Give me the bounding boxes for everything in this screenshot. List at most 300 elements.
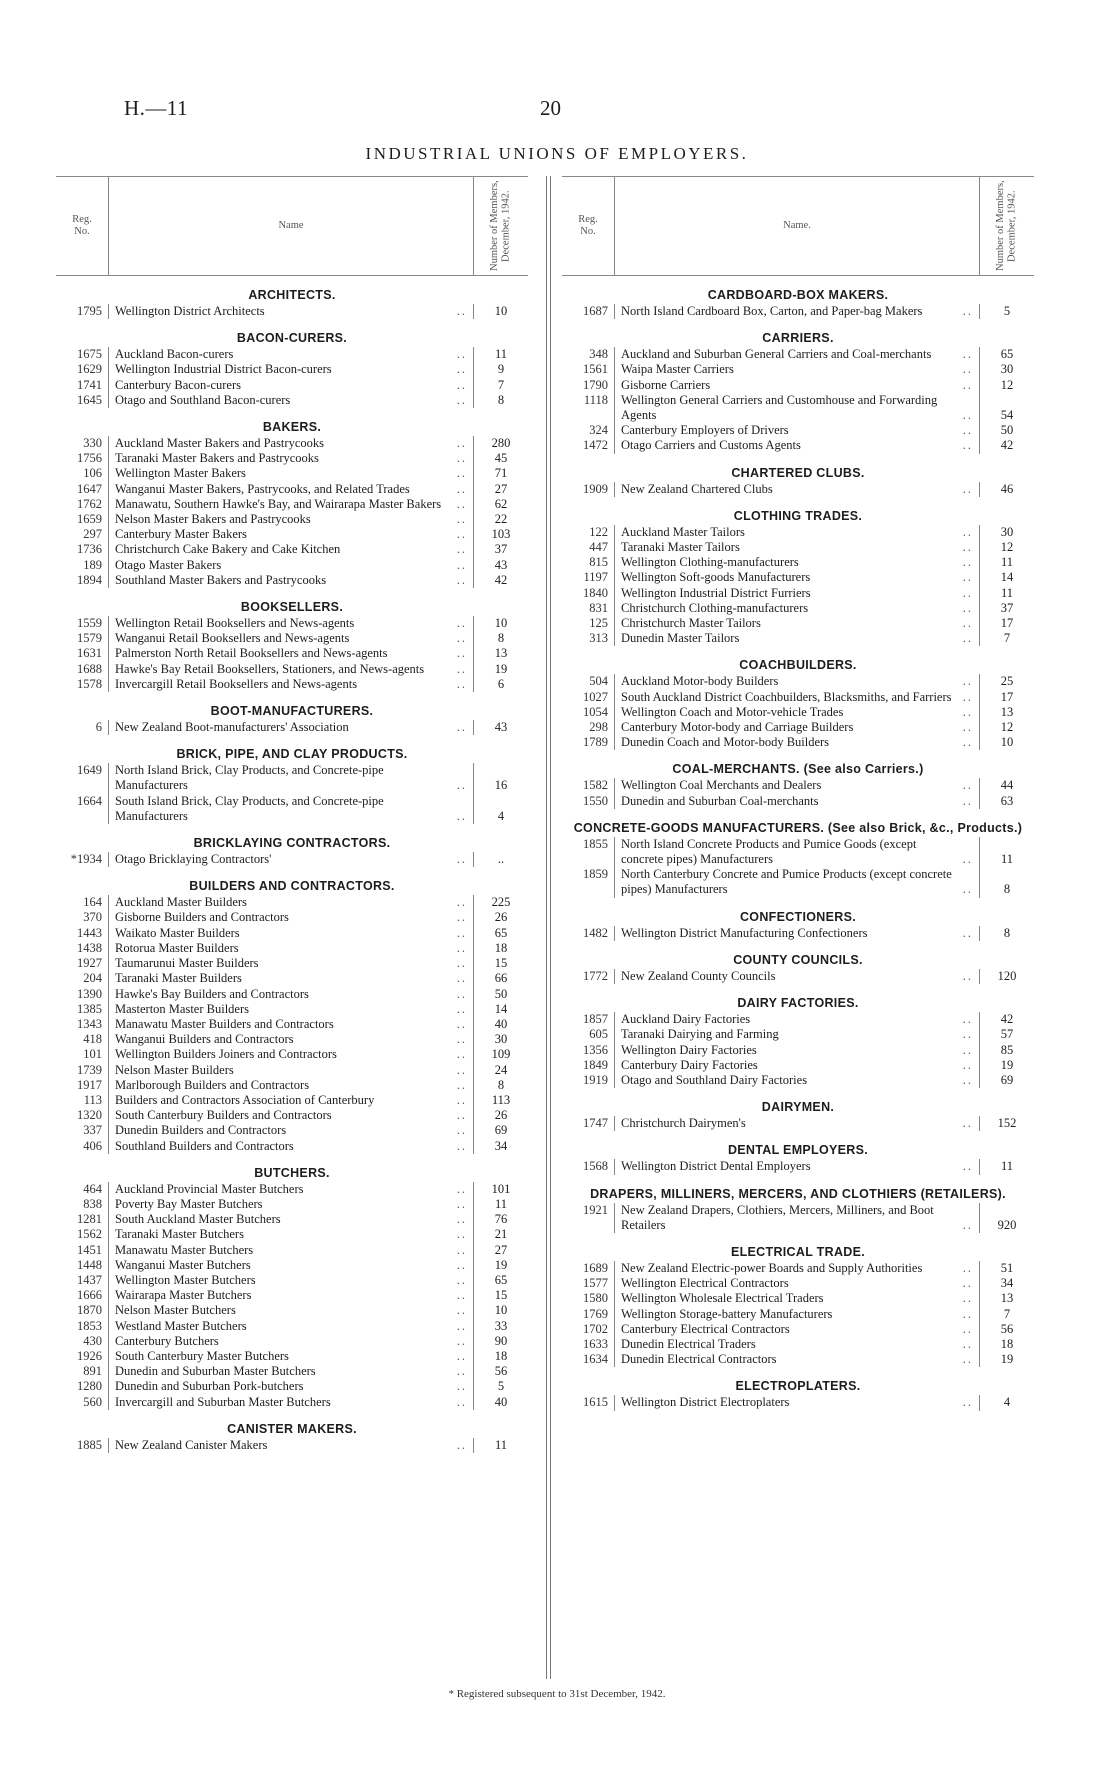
section bbox=[56, 836, 528, 867]
leader-dots: .. bbox=[456, 392, 467, 407]
table-row bbox=[56, 1243, 528, 1258]
union-name: New Zealand Drapers, Clothiers, Mercers, Milliners, and Boot Retailers bbox=[621, 1202, 934, 1232]
member-count: 11 bbox=[979, 586, 1034, 601]
table-row bbox=[562, 1261, 1034, 1276]
member-count: 11 bbox=[979, 837, 1034, 867]
member-count: 42 bbox=[979, 438, 1034, 453]
footnote: * Registered subsequent to 31st December, 1942. bbox=[448, 1688, 666, 1700]
section-title: DRAPERS, MILLINERS, MERCERS, AND CLOTHIERS (RETAILERS). bbox=[590, 1186, 1006, 1201]
member-count: 42 bbox=[473, 573, 528, 588]
table-row bbox=[56, 1212, 528, 1227]
leader-dots: .. bbox=[962, 1072, 973, 1087]
leader-dots: .. bbox=[456, 1001, 467, 1016]
leader-dots: .. bbox=[962, 793, 973, 808]
union-name-cell bbox=[108, 1047, 473, 1062]
reg-number: 1568 bbox=[583, 1159, 608, 1174]
leader-dots: .. bbox=[962, 720, 973, 735]
table-row bbox=[562, 720, 1034, 735]
table-row bbox=[562, 570, 1034, 585]
union-name: Wellington Clothing-manufacturers bbox=[621, 555, 799, 570]
union-name: Palmerston North Retail Booksellers and News-agents bbox=[115, 646, 388, 661]
reg-number: 1926 bbox=[77, 1348, 102, 1363]
union-name: Dunedin Builders and Contractors bbox=[115, 1123, 287, 1138]
union-name-cell bbox=[614, 1012, 979, 1027]
leader-dots: .. bbox=[456, 852, 467, 867]
leader-dots: .. bbox=[962, 600, 973, 615]
member-count: 27 bbox=[473, 482, 528, 497]
table-row bbox=[562, 601, 1034, 616]
union-name: Taranaki Master Tailors bbox=[621, 540, 740, 555]
table-row bbox=[56, 1288, 528, 1303]
union-name-cell bbox=[108, 512, 473, 527]
leader-dots: .. bbox=[962, 362, 973, 377]
member-count: 50 bbox=[979, 423, 1034, 438]
union-name-cell bbox=[108, 720, 473, 735]
leader-dots: .. bbox=[456, 676, 467, 691]
union-name-cell bbox=[108, 1288, 473, 1303]
member-count: 15 bbox=[473, 956, 528, 971]
reg-number: 1859 bbox=[583, 867, 608, 882]
union-name-cell bbox=[614, 926, 979, 941]
leader-dots: .. bbox=[456, 1394, 467, 1409]
member-count: 101 bbox=[473, 1182, 528, 1197]
union-name: Dunedin and Suburban Pork-butchers bbox=[115, 1379, 304, 1394]
leader-dots: .. bbox=[962, 1306, 973, 1321]
leader-dots: .. bbox=[456, 1257, 467, 1272]
reg-number: 1849 bbox=[583, 1057, 608, 1072]
table-row bbox=[562, 1322, 1034, 1337]
leader-dots: .. bbox=[456, 778, 467, 793]
reg-number: 106 bbox=[83, 466, 102, 481]
member-count: 44 bbox=[979, 778, 1034, 793]
section bbox=[562, 658, 1034, 750]
union-name-cell bbox=[108, 1395, 473, 1410]
leader-dots: .. bbox=[456, 1181, 467, 1196]
reg-number: 1443 bbox=[77, 925, 102, 940]
union-name: New Zealand Chartered Clubs bbox=[621, 481, 773, 496]
member-count: .. bbox=[473, 852, 528, 867]
reg-number: 447 bbox=[589, 540, 608, 555]
table-header bbox=[56, 176, 528, 276]
union-name-cell bbox=[614, 347, 979, 362]
section bbox=[56, 288, 528, 319]
table-row bbox=[56, 1139, 528, 1154]
leader-dots: .. bbox=[456, 1288, 467, 1303]
union-name: Auckland Motor-body Builders bbox=[621, 674, 779, 689]
union-name: Otago Bricklaying Contractors' bbox=[115, 852, 272, 867]
reg-number: 164 bbox=[83, 895, 102, 910]
section-title: DENTAL EMPLOYERS. bbox=[727, 1143, 869, 1158]
union-name-cell bbox=[108, 527, 473, 542]
leader-dots: .. bbox=[456, 1196, 467, 1211]
member-count: 10 bbox=[473, 1303, 528, 1318]
member-count: 12 bbox=[979, 378, 1034, 393]
union-name-cell bbox=[108, 1093, 473, 1108]
union-name-cell bbox=[108, 852, 473, 867]
leader-dots: .. bbox=[456, 940, 467, 955]
member-count: 10 bbox=[473, 304, 528, 319]
member-count: 56 bbox=[979, 1322, 1034, 1337]
union-name-cell bbox=[108, 1032, 473, 1047]
table-row bbox=[56, 616, 528, 631]
table-row bbox=[56, 573, 528, 588]
union-name: South Canterbury Builders and Contractors bbox=[115, 1108, 332, 1123]
leader-dots: .. bbox=[962, 674, 973, 689]
union-name-cell bbox=[614, 1027, 979, 1042]
union-name-cell bbox=[614, 1203, 979, 1233]
union-name: Canterbury Bacon-curers bbox=[115, 377, 241, 392]
member-count: 40 bbox=[473, 1017, 528, 1032]
union-name: North Island Cardboard Box, Carton, and Paper-bag Makers bbox=[621, 304, 923, 318]
section-title: COAL-MERCHANTS. (See also Carriers.) bbox=[672, 762, 924, 777]
member-count: 69 bbox=[979, 1073, 1034, 1088]
leader-dots: .. bbox=[962, 1027, 973, 1042]
union-name: Wellington Master Butchers bbox=[115, 1272, 256, 1287]
union-name-cell bbox=[108, 646, 473, 661]
union-name: Dunedin Coach and Motor-body Builders bbox=[621, 735, 830, 750]
union-name-cell bbox=[108, 1243, 473, 1258]
union-name: Auckland Bacon-curers bbox=[115, 347, 234, 362]
leader-dots: .. bbox=[456, 362, 467, 377]
leader-dots: .. bbox=[962, 1012, 973, 1027]
section-title: ELECTRICAL TRADE. bbox=[730, 1244, 866, 1259]
union-name: Wellington Master Bakers bbox=[115, 466, 246, 481]
member-count: 19 bbox=[473, 662, 528, 677]
union-name: Christchurch Cake Bakery and Cake Kitchen bbox=[115, 542, 341, 557]
leader-dots: .. bbox=[456, 1138, 467, 1153]
union-name-cell bbox=[614, 1073, 979, 1088]
table-row bbox=[56, 720, 528, 735]
union-name-cell bbox=[108, 451, 473, 466]
union-name-cell bbox=[614, 867, 979, 897]
union-name-cell bbox=[614, 690, 979, 705]
leader-dots: .. bbox=[456, 1272, 467, 1287]
leader-dots: .. bbox=[962, 1057, 973, 1072]
member-count: 30 bbox=[473, 1032, 528, 1047]
table-row bbox=[56, 987, 528, 1002]
union-name: Otago Carriers and Customs Agents bbox=[621, 438, 801, 453]
member-count: 12 bbox=[979, 540, 1034, 555]
union-name-cell bbox=[614, 705, 979, 720]
table-row bbox=[562, 540, 1034, 555]
table-row bbox=[56, 1227, 528, 1242]
reg-number: 1451 bbox=[77, 1242, 102, 1257]
union-name-cell bbox=[108, 1212, 473, 1227]
member-count: 65 bbox=[473, 1273, 528, 1288]
table-row bbox=[56, 542, 528, 557]
right-column bbox=[562, 176, 1034, 1679]
union-name: Wellington Dairy Factories bbox=[621, 1042, 757, 1057]
leader-dots: .. bbox=[962, 408, 973, 423]
leader-dots: .. bbox=[456, 1437, 467, 1452]
union-name-cell bbox=[108, 987, 473, 1002]
union-name-cell bbox=[108, 1258, 473, 1273]
member-count: 26 bbox=[473, 1108, 528, 1123]
table-row bbox=[56, 926, 528, 941]
leader-dots: .. bbox=[456, 971, 467, 986]
union-name: Canterbury Master Bakers bbox=[115, 527, 247, 542]
table-row bbox=[562, 525, 1034, 540]
reg-number: 838 bbox=[83, 1196, 102, 1211]
table-row bbox=[56, 631, 528, 646]
reg-number: 1054 bbox=[583, 704, 608, 719]
member-count: 8 bbox=[979, 926, 1034, 941]
reg-number: 1561 bbox=[583, 362, 608, 377]
union-name: Canterbury Dairy Factories bbox=[621, 1057, 758, 1072]
leader-dots: .. bbox=[456, 1062, 467, 1077]
header-name: Name bbox=[109, 177, 474, 275]
section-title: ELECTROPLATERS. bbox=[735, 1379, 861, 1394]
table-row bbox=[56, 1093, 528, 1108]
reg-number: 1664 bbox=[77, 793, 102, 808]
union-name: Wanganui Master Bakers, Pastrycooks, and Related Trades bbox=[115, 481, 410, 496]
union-name: Rotorua Master Builders bbox=[115, 940, 239, 955]
leader-dots: .. bbox=[456, 808, 467, 823]
table-row bbox=[56, 1197, 528, 1212]
member-count: 85 bbox=[979, 1043, 1034, 1058]
table-row bbox=[56, 558, 528, 573]
leader-dots: .. bbox=[456, 1123, 467, 1138]
leader-dots: .. bbox=[456, 512, 467, 527]
leader-dots: .. bbox=[962, 438, 973, 453]
section bbox=[562, 288, 1034, 319]
member-count: 113 bbox=[473, 1093, 528, 1108]
union-name-cell bbox=[108, 1139, 473, 1154]
table-row bbox=[562, 867, 1034, 897]
reg-number: 1647 bbox=[77, 481, 102, 496]
member-count: 19 bbox=[473, 1258, 528, 1273]
section-title: COUNTY COUNCILS. bbox=[733, 952, 863, 967]
table-row bbox=[56, 1349, 528, 1364]
table-row bbox=[56, 1108, 528, 1123]
union-name-cell bbox=[108, 926, 473, 941]
leader-dots: .. bbox=[456, 1227, 467, 1242]
reg-number: 1629 bbox=[77, 362, 102, 377]
table-row bbox=[562, 1073, 1034, 1088]
reg-number: 6 bbox=[95, 720, 102, 735]
section-title: CONFECTIONERS. bbox=[739, 909, 856, 924]
leader-dots: .. bbox=[962, 689, 973, 704]
union-name-cell bbox=[108, 1334, 473, 1349]
section-title: BACON-CURERS. bbox=[236, 331, 348, 346]
union-name: North Island Brick, Clay Products, and Concrete-pipe Manufacturers bbox=[115, 763, 384, 793]
union-name-cell bbox=[108, 1303, 473, 1318]
union-name: Taumarunui Master Builders bbox=[115, 956, 259, 971]
union-name-cell bbox=[108, 497, 473, 512]
member-count: 10 bbox=[979, 735, 1034, 750]
union-name-cell bbox=[614, 631, 979, 646]
union-name: Wellington District Dental Employers bbox=[621, 1159, 811, 1174]
leader-dots: .. bbox=[456, 1242, 467, 1257]
member-count: 26 bbox=[473, 910, 528, 925]
table-row bbox=[562, 1203, 1034, 1233]
union-name: Wellington Soft-goods Manufacturers bbox=[621, 570, 811, 585]
member-count: 30 bbox=[979, 525, 1034, 540]
table-row bbox=[56, 1303, 528, 1318]
reg-number: 891 bbox=[83, 1364, 102, 1379]
reg-number: 313 bbox=[589, 631, 608, 646]
union-name-cell bbox=[108, 794, 473, 824]
reg-number: 1919 bbox=[583, 1072, 608, 1087]
leader-dots: .. bbox=[456, 496, 467, 511]
reg-number: 560 bbox=[83, 1394, 102, 1409]
leader-dots: .. bbox=[456, 527, 467, 542]
table-row bbox=[562, 1058, 1034, 1073]
member-count: 51 bbox=[979, 1261, 1034, 1276]
member-count: 14 bbox=[979, 570, 1034, 585]
union-name-cell bbox=[614, 540, 979, 555]
reg-number: *1934 bbox=[70, 852, 102, 867]
union-name-cell bbox=[614, 555, 979, 570]
union-name: Wairarapa Master Butchers bbox=[115, 1288, 252, 1303]
reg-number: 1687 bbox=[583, 304, 608, 318]
reg-number: 1582 bbox=[583, 778, 608, 793]
member-count: 13 bbox=[473, 646, 528, 661]
leader-dots: .. bbox=[962, 631, 973, 646]
reg-number: 1795 bbox=[77, 304, 102, 318]
table-row bbox=[562, 1116, 1034, 1131]
reg-number: 1789 bbox=[583, 735, 608, 750]
reg-number: 324 bbox=[589, 423, 608, 438]
table-row bbox=[56, 393, 528, 408]
table-row bbox=[56, 910, 528, 925]
union-name: Dunedin Master Tailors bbox=[621, 631, 740, 646]
union-name-cell bbox=[614, 1307, 979, 1322]
member-count: 5 bbox=[979, 304, 1034, 319]
section bbox=[562, 1245, 1034, 1367]
table-row bbox=[562, 1307, 1034, 1322]
union-name-cell bbox=[614, 378, 979, 393]
reg-number: 189 bbox=[83, 557, 102, 572]
reg-number: 348 bbox=[589, 347, 608, 362]
leader-dots: .. bbox=[962, 882, 973, 897]
union-name-cell bbox=[614, 438, 979, 453]
union-name-cell bbox=[614, 1058, 979, 1073]
reg-number: 1631 bbox=[77, 646, 102, 661]
leader-dots: .. bbox=[962, 1395, 973, 1410]
section-title: BOOT-MANUFACTURERS. bbox=[210, 704, 374, 719]
section bbox=[562, 466, 1034, 497]
member-count: 109 bbox=[473, 1047, 528, 1062]
union-name: Taranaki Master Butchers bbox=[115, 1227, 244, 1242]
union-name-cell bbox=[614, 362, 979, 377]
leader-dots: .. bbox=[456, 720, 467, 735]
member-count: 8 bbox=[979, 867, 1034, 897]
section-title: BAKERS. bbox=[262, 420, 322, 435]
leader-dots: .. bbox=[456, 304, 467, 318]
header-reg-no: Reg. No. bbox=[56, 177, 109, 275]
union-name: Auckland Provincial Master Butchers bbox=[115, 1181, 304, 1196]
reg-number: 1645 bbox=[77, 392, 102, 407]
section bbox=[562, 762, 1034, 808]
union-name: Canterbury Motor-body and Carriage Builders bbox=[621, 720, 854, 735]
leader-dots: .. bbox=[962, 423, 973, 438]
union-name: New Zealand County Councils bbox=[621, 968, 776, 983]
union-name-cell bbox=[614, 570, 979, 585]
leader-dots: .. bbox=[456, 986, 467, 1001]
table-row bbox=[56, 347, 528, 362]
union-name: Christchurch Dairymen's bbox=[621, 1116, 746, 1131]
member-count: 37 bbox=[473, 542, 528, 557]
leader-dots: .. bbox=[456, 377, 467, 392]
table-row bbox=[562, 378, 1034, 393]
member-count: 21 bbox=[473, 1227, 528, 1242]
reg-number: 1472 bbox=[583, 438, 608, 453]
union-name: Wellington District Electroplaters bbox=[621, 1395, 790, 1410]
table-row bbox=[562, 393, 1034, 423]
union-name-cell bbox=[108, 1197, 473, 1212]
table-row bbox=[562, 616, 1034, 631]
section-title: BRICK, PIPE, AND CLAY PRODUCTS. bbox=[176, 747, 408, 762]
member-count: 69 bbox=[473, 1123, 528, 1138]
union-name: Wellington District Manufacturing Confectioners bbox=[621, 925, 868, 940]
union-name-cell bbox=[108, 362, 473, 377]
union-name: Auckland and Suburban General Carriers and Coal-merchants bbox=[621, 347, 932, 362]
union-name-cell bbox=[614, 1337, 979, 1352]
section bbox=[56, 600, 528, 692]
union-name: Waipa Master Carriers bbox=[621, 362, 734, 377]
union-name: Gisborne Builders and Contractors bbox=[115, 910, 289, 925]
union-name: Taranaki Dairying and Farming bbox=[621, 1027, 779, 1042]
union-name-cell bbox=[614, 393, 979, 423]
member-count: 90 bbox=[473, 1334, 528, 1349]
reg-number: 1280 bbox=[77, 1379, 102, 1394]
union-name: Wanganui Builders and Contractors bbox=[115, 1032, 294, 1047]
union-name: Wellington Builders Joiners and Contractors bbox=[115, 1047, 337, 1062]
member-count: 120 bbox=[979, 969, 1034, 984]
union-name: Hawke's Bay Retail Booksellers, Stationers, and News-agents bbox=[115, 661, 425, 676]
union-name-cell bbox=[108, 1078, 473, 1093]
table-row bbox=[562, 690, 1034, 705]
table-row bbox=[56, 1047, 528, 1062]
table-row bbox=[56, 852, 528, 867]
table-row bbox=[56, 1002, 528, 1017]
member-count: 37 bbox=[979, 601, 1034, 616]
section bbox=[562, 1187, 1034, 1233]
reg-number: 1356 bbox=[583, 1042, 608, 1057]
table-row bbox=[56, 1334, 528, 1349]
union-name-cell bbox=[108, 662, 473, 677]
table-row bbox=[56, 956, 528, 971]
reg-number: 113 bbox=[83, 1092, 102, 1107]
union-name: Christchurch Master Tailors bbox=[621, 616, 761, 631]
union-name: Dunedin and Suburban Coal-merchants bbox=[621, 793, 819, 808]
reg-number: 1578 bbox=[77, 676, 102, 691]
section-title: BRICKLAYING CONTRACTORS. bbox=[193, 836, 391, 851]
reg-number: 1437 bbox=[77, 1272, 102, 1287]
section bbox=[56, 420, 528, 588]
page-number: 20 bbox=[540, 96, 561, 120]
union-name-cell bbox=[614, 837, 979, 867]
member-count: 66 bbox=[473, 971, 528, 986]
table-row bbox=[56, 1078, 528, 1093]
section bbox=[562, 331, 1034, 453]
member-count: 103 bbox=[473, 527, 528, 542]
section bbox=[562, 821, 1034, 898]
reg-number: 122 bbox=[589, 524, 608, 539]
reg-number: 1772 bbox=[583, 968, 608, 983]
union-name-cell bbox=[108, 542, 473, 557]
union-name: South Auckland Master Butchers bbox=[115, 1212, 281, 1227]
leader-dots: .. bbox=[456, 910, 467, 925]
leader-dots: .. bbox=[456, 1303, 467, 1318]
union-name: Wellington Coach and Motor-vehicle Trades bbox=[621, 704, 844, 719]
leader-dots: .. bbox=[962, 570, 973, 585]
reg-number: 504 bbox=[589, 674, 608, 689]
union-name-cell bbox=[108, 1379, 473, 1394]
table-row bbox=[56, 1063, 528, 1078]
leader-dots: .. bbox=[456, 895, 467, 910]
